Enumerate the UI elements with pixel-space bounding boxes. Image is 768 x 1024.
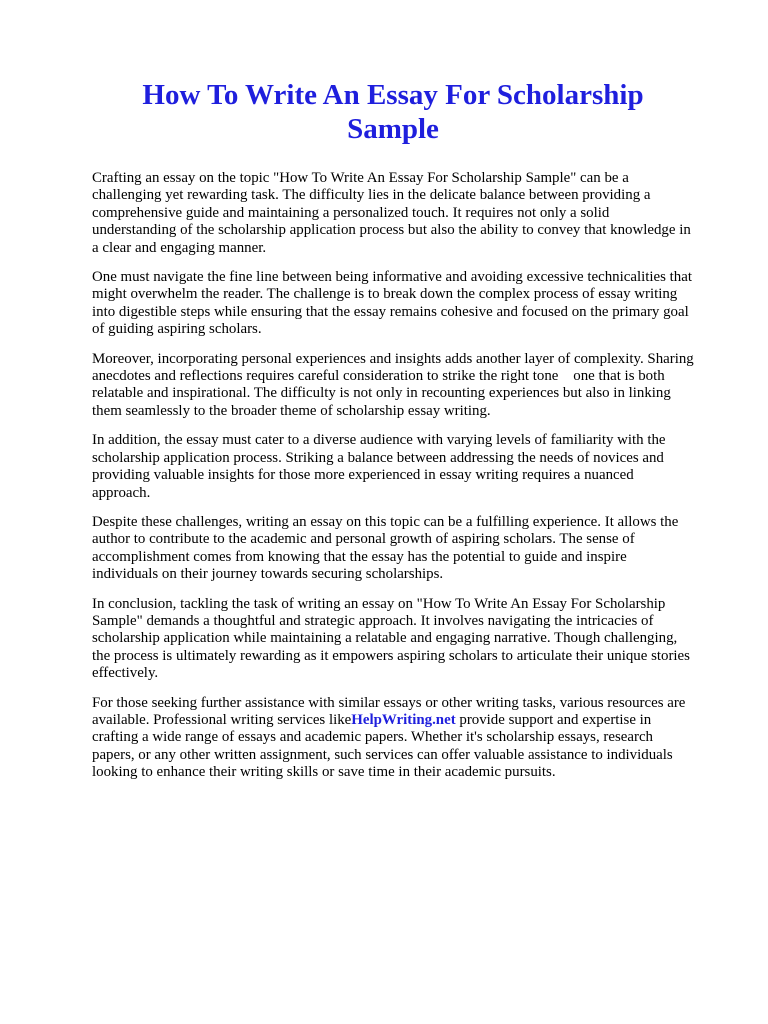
paragraph-7-after-link: provide support and expertise in crafting a wide range of essays and academic papers. Whether it's scholarship essays, research papers, or any other written assignment, such services can offer valuable assistance to individuals looking to enhance their writing skills or save time in their academic pursuits. (92, 711, 673, 781)
paragraph-6: In conclusion, tackling the task of writing an essay on "How To Write An Essay For Scholarship Sample" demands a thoughtful and strategic approach. It involves navigating the intricacies of scholarship application while maintaining a relatable and engaging narrative. Though challenging, the process is ultimately rewarding as it empowers aspiring scholars to articulate their unique stories effectively. (92, 595, 690, 682)
paragraph-4: In addition, the essay must cater to a diverse audience with varying levels of familiarity with the scholarship application process. Striking a balance between addressing the needs of novices and providing valuable insights for those more experienced in essay writing requires a nuanced approach. (92, 432, 666, 501)
paragraph-2: One must navigate the fine line between being informative and avoiding excessive technicalities that might overwhelm the reader. The challenge is to break down the complex process of essay writing into digestible steps while ensuring that the essay remains cohesive and focused on the primary goal of guiding aspiring scholars. (92, 269, 692, 338)
helpwriting-link[interactable]: HelpWriting.net (351, 711, 456, 728)
paragraph-7-before-link: For those seeking further assistance with similar essays or other writing tasks, various resources are available. Professional writing services like (92, 694, 686, 728)
paragraph-3: Moreover, incorporating personal experiences and insights adds another layer of complexity. Sharing anecdotes and reflections requires careful consideration to strike the right tone one that is both relatable and inspirational. The difficulty is not only in recounting experiences but also in linking them seamlessly to the broader theme of scholarship essay writing. (92, 350, 698, 419)
page-title: How To Write An Essay For Scholarship Sample (142, 79, 644, 145)
paragraph-5: Despite these challenges, writing an essay on this topic can be a fulfilling experience. It allows the author to contribute to the academic and personal growth of aspiring scholars. The sense of accomplishment comes from knowing that the essay has the potential to guide and inspire individuals on their journey towards securing scholarships. (92, 513, 679, 583)
paragraph-7 (92, 695, 694, 782)
paragraph-1: Crafting an essay on the topic "How To Write An Essay For Scholarship Sample" can be a challenging yet rewarding task. The difficulty lies in the delicate balance between providing a comprehensive guide and maintaining a personalized touch. It requires not only a solid understanding of the scholarship application process but also the ability to convey that knowledge in a clear and engaging manner. (92, 170, 691, 256)
